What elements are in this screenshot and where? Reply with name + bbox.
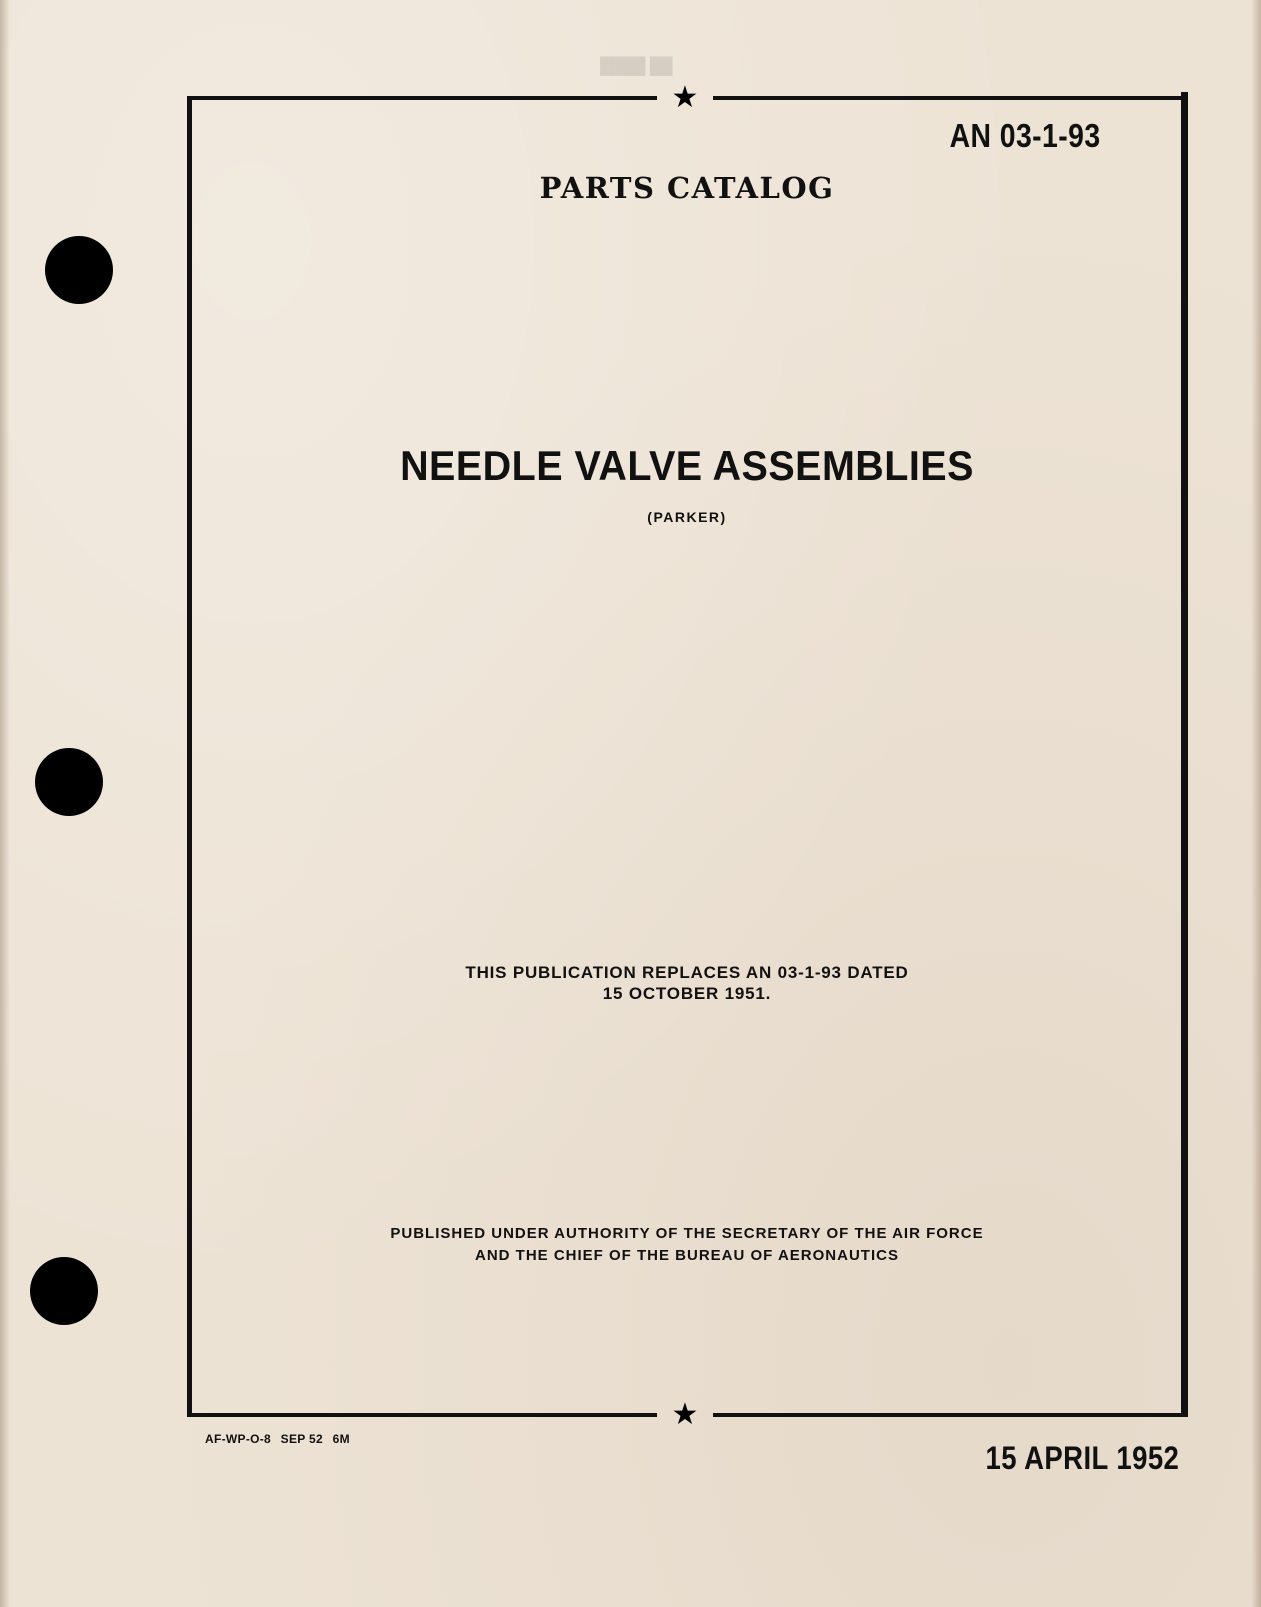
paper-edge-left (0, 0, 10, 1607)
bleed-through-texture: ██ ████ (600, 58, 673, 75)
replacement-notice (187, 962, 1187, 1004)
catalog-heading: PARTS CATALOG (539, 171, 835, 205)
binder-hole-icon (45, 236, 113, 304)
frame-border-top-left (187, 96, 657, 100)
authority-notice (187, 1223, 1187, 1267)
publication-date: 15 APRIL 1952 (985, 1440, 1179, 1476)
manufacturer-subtitle: (PARKER) (647, 509, 727, 525)
print-code-part: AF-WP-O-8 (205, 1432, 272, 1446)
document-number: AN 03-1-93 (950, 117, 1101, 154)
replacement-notice-line: THIS PUBLICATION REPLACES AN 03-1-93 DATED (465, 963, 909, 982)
frame-border-left (187, 96, 192, 1417)
frame-border-right (1181, 92, 1188, 1417)
star-icon: ★ (671, 1397, 699, 1432)
document-title: NEEDLE VALVE ASSEMBLIES (400, 442, 974, 489)
print-code-part: SEP 52 (280, 1432, 323, 1446)
authority-notice-line: AND THE CHIEF OF THE BUREAU OF AERONAUTICS (475, 1247, 899, 1264)
print-code-part: 6M (332, 1432, 350, 1446)
paper-edge-right (1251, 0, 1261, 1607)
binder-hole-icon (35, 748, 103, 816)
frame-border-bottom-right (713, 1413, 1186, 1417)
star-icon: ★ (671, 80, 699, 115)
authority-notice-line: PUBLISHED UNDER AUTHORITY OF THE SECRETARY OF THE AIR FORCE (390, 1225, 984, 1242)
frame-border-top-right (713, 96, 1186, 100)
frame-border-bottom-left (187, 1413, 657, 1417)
replacement-notice-line: 15 OCTOBER 1951. (602, 984, 772, 1003)
print-code (205, 1432, 356, 1446)
binder-hole-icon (30, 1257, 98, 1325)
